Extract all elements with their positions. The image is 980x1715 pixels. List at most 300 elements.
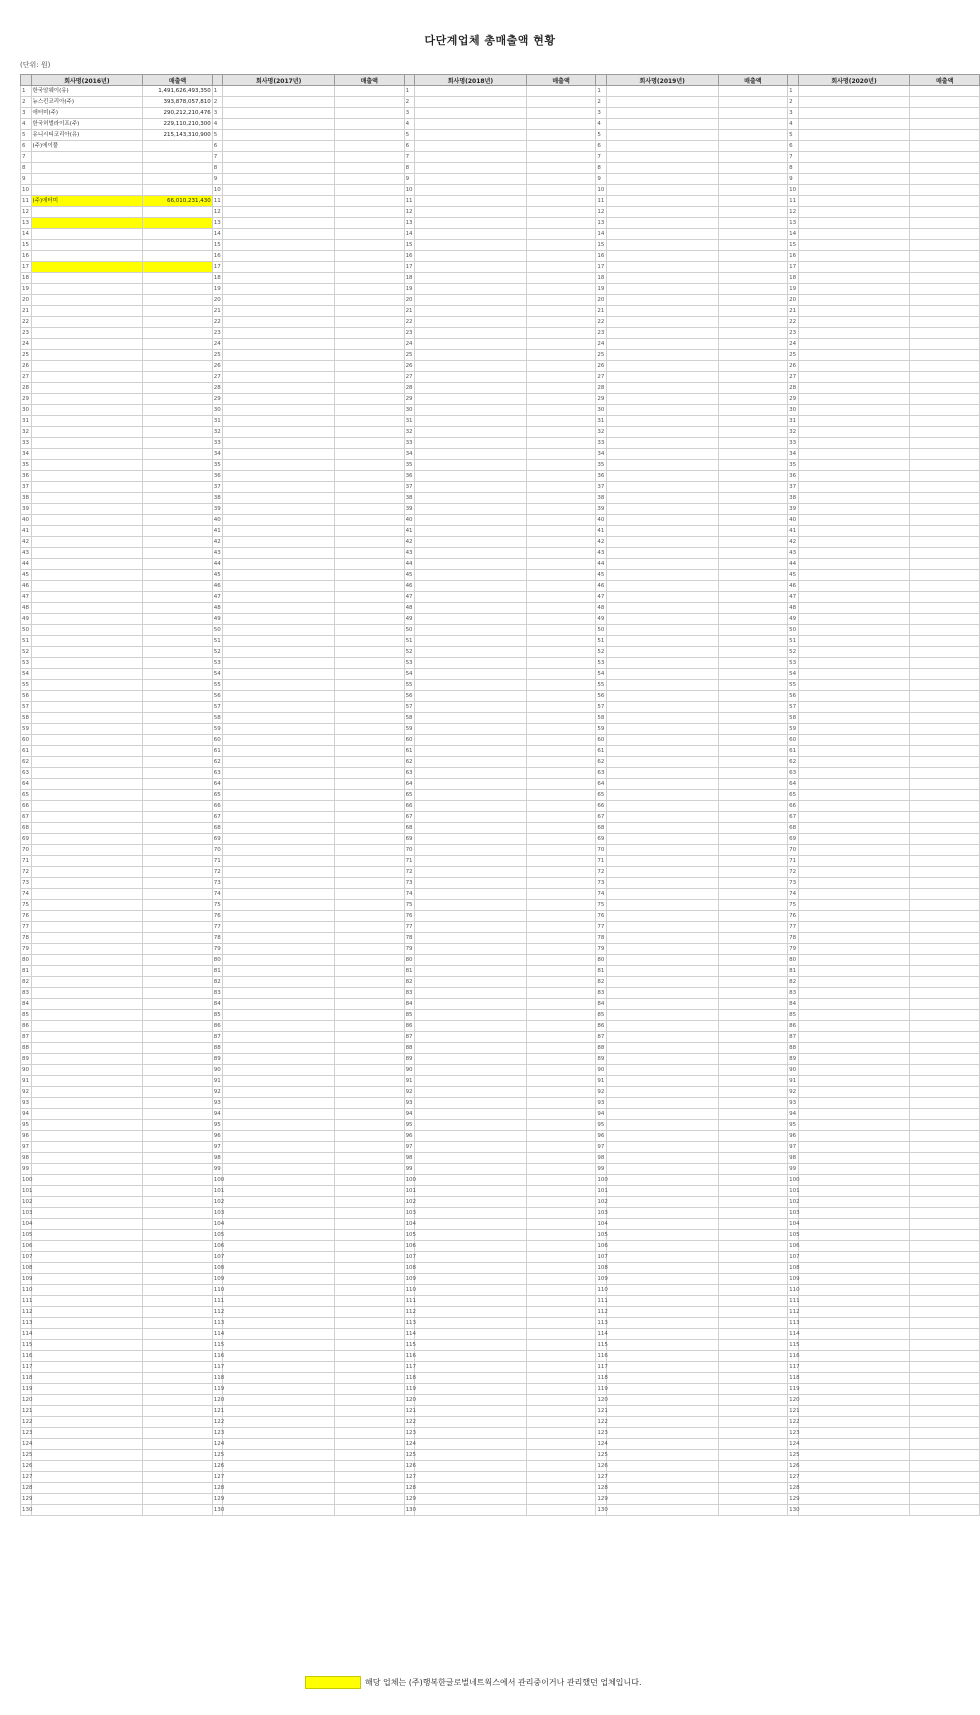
row-number: 56 xyxy=(21,691,32,702)
company-name-2017 xyxy=(223,1054,335,1065)
row-number: 8 xyxy=(404,163,415,174)
row-number: 86 xyxy=(404,1021,415,1032)
sales-amount-2017 xyxy=(335,636,405,647)
sales-amount-2016 xyxy=(143,889,213,900)
table-row xyxy=(21,1318,980,1329)
sales-amount-2019 xyxy=(718,1450,788,1461)
row-number: 99 xyxy=(404,1164,415,1175)
row-number: 58 xyxy=(788,713,799,724)
sales-amount-2017 xyxy=(335,1461,405,1472)
row-number: 117 xyxy=(21,1362,32,1373)
company-name-2018 xyxy=(415,1296,527,1307)
company-name-2016 xyxy=(31,240,143,251)
table-row xyxy=(21,427,980,438)
row-number: 111 xyxy=(21,1296,32,1307)
company-name-2020 xyxy=(798,647,910,658)
sales-amount-2018 xyxy=(526,471,596,482)
company-name-2017 xyxy=(223,1131,335,1142)
sales-amount-2016 xyxy=(143,999,213,1010)
row-number: 62 xyxy=(404,757,415,768)
sales-amount-2018 xyxy=(526,757,596,768)
company-name-2019 xyxy=(606,328,718,339)
company-name-2019 xyxy=(606,1450,718,1461)
sales-amount-2020 xyxy=(910,317,980,328)
company-name-2018 xyxy=(415,262,527,273)
company-name-2016 xyxy=(31,768,143,779)
sales-amount-2019 xyxy=(718,372,788,383)
sales-amount-2019 xyxy=(718,218,788,229)
sales-amount-2017 xyxy=(335,1340,405,1351)
row-number: 77 xyxy=(596,922,607,933)
company-name-2019 xyxy=(606,702,718,713)
row-number: 14 xyxy=(788,229,799,240)
row-number: 51 xyxy=(404,636,415,647)
row-number: 50 xyxy=(596,625,607,636)
sales-amount-2018 xyxy=(526,1483,596,1494)
company-name-2019 xyxy=(606,1109,718,1120)
company-name-2020 xyxy=(798,504,910,515)
company-name-2019 xyxy=(606,383,718,394)
row-number: 6 xyxy=(21,141,32,152)
sales-amount-2017 xyxy=(335,724,405,735)
page-title: 다단계업체 총매출액 현황 xyxy=(424,34,556,47)
sales-amount-2020 xyxy=(910,592,980,603)
row-number: 106 xyxy=(212,1241,223,1252)
table-row xyxy=(21,1340,980,1351)
sales-amount-2016 xyxy=(143,966,213,977)
sales-amount-2019 xyxy=(718,1010,788,1021)
table-row xyxy=(21,1208,980,1219)
row-number: 76 xyxy=(788,911,799,922)
sales-amount-2020 xyxy=(910,724,980,735)
sales-amount-2019 xyxy=(718,328,788,339)
sales-amount-2018 xyxy=(526,1329,596,1340)
sales-amount-2019 xyxy=(718,999,788,1010)
sales-amount-2020 xyxy=(910,1120,980,1131)
sales-amount-2020 xyxy=(910,1175,980,1186)
sales-amount-2019 xyxy=(718,416,788,427)
sales-amount-2016 xyxy=(143,1274,213,1285)
sales-amount-2019 xyxy=(718,383,788,394)
sales-amount-2016 xyxy=(143,713,213,724)
sales-amount-2019 xyxy=(718,394,788,405)
company-name-2016 xyxy=(31,273,143,284)
sales-amount-2018 xyxy=(526,1428,596,1439)
sales-amount-2017 xyxy=(335,702,405,713)
row-number: 23 xyxy=(21,328,32,339)
row-number: 118 xyxy=(404,1373,415,1384)
company-name-2018 xyxy=(415,1384,527,1395)
sales-amount-2016 xyxy=(143,680,213,691)
row-number: 66 xyxy=(788,801,799,812)
sales-amount-2020 xyxy=(910,1483,980,1494)
company-name-2019 xyxy=(606,152,718,163)
company-name-2017 xyxy=(223,119,335,130)
company-name-2019 xyxy=(606,1340,718,1351)
row-number: 112 xyxy=(404,1307,415,1318)
row-number: 129 xyxy=(788,1494,799,1505)
row-number: 116 xyxy=(404,1351,415,1362)
sales-amount-2019 xyxy=(718,240,788,251)
table-row xyxy=(21,152,980,163)
company-name-2016 xyxy=(31,691,143,702)
sales-amount-2019 xyxy=(718,1274,788,1285)
company-name-2020 xyxy=(798,735,910,746)
sales-amount-2017 xyxy=(335,1384,405,1395)
table-row xyxy=(21,1175,980,1186)
sales-amount-2017 xyxy=(335,1142,405,1153)
sales-amount-2019 xyxy=(718,1263,788,1274)
row-number: 29 xyxy=(596,394,607,405)
table-row xyxy=(21,262,980,273)
sales-amount-2017 xyxy=(335,405,405,416)
row-number: 98 xyxy=(404,1153,415,1164)
row-number: 110 xyxy=(788,1285,799,1296)
sales-amount-2017 xyxy=(335,1505,405,1516)
table-row xyxy=(21,1483,980,1494)
row-number: 115 xyxy=(596,1340,607,1351)
row-number: 13 xyxy=(212,218,223,229)
row-number: 117 xyxy=(596,1362,607,1373)
sales-amount-2018 xyxy=(526,1505,596,1516)
company-name-2016 xyxy=(31,812,143,823)
row-number: 22 xyxy=(596,317,607,328)
sales-amount-2020 xyxy=(910,669,980,680)
sales-amount-2016 xyxy=(143,1131,213,1142)
sales-amount-2018 xyxy=(526,966,596,977)
row-number: 74 xyxy=(596,889,607,900)
sales-amount-2018 xyxy=(526,1241,596,1252)
sales-amount-2019 xyxy=(718,262,788,273)
row-number: 73 xyxy=(404,878,415,889)
row-number: 119 xyxy=(404,1384,415,1395)
sales-amount-2016 xyxy=(143,438,213,449)
sales-amount-2018 xyxy=(526,449,596,460)
sales-amount-2018 xyxy=(526,295,596,306)
row-number: 127 xyxy=(404,1472,415,1483)
sales-amount-2017 xyxy=(335,196,405,207)
company-name-2016 xyxy=(31,185,143,196)
company-name-2020 xyxy=(798,273,910,284)
sales-amount-2020 xyxy=(910,1076,980,1087)
company-name-2019 xyxy=(606,262,718,273)
company-name-2018 xyxy=(415,1219,527,1230)
sales-amount-2020 xyxy=(910,1219,980,1230)
company-name-2018 xyxy=(415,1340,527,1351)
row-number: 71 xyxy=(596,856,607,867)
sales-amount-2016 xyxy=(143,416,213,427)
company-name-2016 xyxy=(31,702,143,713)
company-name-2016 xyxy=(31,581,143,592)
row-number: 26 xyxy=(404,361,415,372)
table-row xyxy=(21,130,980,141)
sales-amount-2017 xyxy=(335,548,405,559)
row-number: 71 xyxy=(21,856,32,867)
sales-amount-2019 xyxy=(718,1461,788,1472)
row-number: 6 xyxy=(212,141,223,152)
company-name-2017 xyxy=(223,1406,335,1417)
company-name-2016 xyxy=(31,1483,143,1494)
legend-swatch xyxy=(305,1676,361,1689)
sales-amount-2016 xyxy=(143,559,213,570)
company-name-2020 xyxy=(798,1175,910,1186)
sales-amount-2016 xyxy=(143,867,213,878)
row-number: 34 xyxy=(788,449,799,460)
table-row xyxy=(21,405,980,416)
row-number: 112 xyxy=(788,1307,799,1318)
company-name-2018 xyxy=(415,218,527,229)
company-name-2017 xyxy=(223,130,335,141)
sales-amount-2020 xyxy=(910,977,980,988)
company-name-2019 xyxy=(606,449,718,460)
row-number: 117 xyxy=(212,1362,223,1373)
row-number: 100 xyxy=(21,1175,32,1186)
sales-amount-2019 xyxy=(718,207,788,218)
sales-amount-2019 xyxy=(718,592,788,603)
sales-amount-2018 xyxy=(526,493,596,504)
sales-amount-2016 xyxy=(143,746,213,757)
row-number: 25 xyxy=(212,350,223,361)
sales-amount-2017 xyxy=(335,1208,405,1219)
row-number: 97 xyxy=(788,1142,799,1153)
sales-amount-2016 xyxy=(143,581,213,592)
row-number: 8 xyxy=(788,163,799,174)
sales-amount-2019 xyxy=(718,1241,788,1252)
table-row xyxy=(21,1384,980,1395)
row-number: 91 xyxy=(788,1076,799,1087)
company-name-2017 xyxy=(223,108,335,119)
company-name-2018 xyxy=(415,1373,527,1384)
sales-amount-2020 xyxy=(910,1109,980,1120)
row-number: 102 xyxy=(788,1197,799,1208)
sales-amount-2017 xyxy=(335,1274,405,1285)
row-number: 54 xyxy=(404,669,415,680)
row-number: 10 xyxy=(788,185,799,196)
table-row xyxy=(21,977,980,988)
sales-amount-2016 xyxy=(143,1285,213,1296)
sales-amount-2017 xyxy=(335,1362,405,1373)
company-name-2019 xyxy=(606,1417,718,1428)
row-number: 127 xyxy=(788,1472,799,1483)
table-row xyxy=(21,1087,980,1098)
company-name-2020 xyxy=(798,845,910,856)
sales-amount-2017 xyxy=(335,1043,405,1054)
company-name-2020 xyxy=(798,1208,910,1219)
row-number: 119 xyxy=(21,1384,32,1395)
sales-amount-2016 xyxy=(143,988,213,999)
company-name-2016 xyxy=(31,229,143,240)
row-number: 103 xyxy=(788,1208,799,1219)
row-number: 74 xyxy=(404,889,415,900)
table-row xyxy=(21,647,980,658)
company-name-2016 xyxy=(31,482,143,493)
sales-amount-2019 xyxy=(718,724,788,735)
row-number: 18 xyxy=(21,273,32,284)
sales-amount-2020 xyxy=(910,603,980,614)
row-number: 113 xyxy=(788,1318,799,1329)
company-name-2017 xyxy=(223,163,335,174)
sales-amount-2018 xyxy=(526,1087,596,1098)
sales-amount-2016 xyxy=(143,570,213,581)
sales-amount-2016 xyxy=(143,977,213,988)
sales-amount-2016 xyxy=(143,1439,213,1450)
row-number: 86 xyxy=(21,1021,32,1032)
table-row xyxy=(21,372,980,383)
row-number: 81 xyxy=(404,966,415,977)
sales-amount-2019 xyxy=(718,185,788,196)
row-number: 113 xyxy=(596,1318,607,1329)
sales-amount-2019 xyxy=(718,977,788,988)
row-number: 50 xyxy=(21,625,32,636)
sales-amount-2018 xyxy=(526,1186,596,1197)
row-number: 94 xyxy=(212,1109,223,1120)
sales-amount-2017 xyxy=(335,1296,405,1307)
company-name-2018 xyxy=(415,317,527,328)
row-number: 106 xyxy=(21,1241,32,1252)
sales-amount-2018 xyxy=(526,713,596,724)
company-name-2020 xyxy=(798,658,910,669)
company-name-2020 xyxy=(798,955,910,966)
row-number: 80 xyxy=(596,955,607,966)
table-row xyxy=(21,1010,980,1021)
row-number: 105 xyxy=(788,1230,799,1241)
row-number: 6 xyxy=(788,141,799,152)
row-number: 104 xyxy=(404,1219,415,1230)
sales-amount-2020 xyxy=(910,1351,980,1362)
sales-amount-2020 xyxy=(910,801,980,812)
company-name-2020 xyxy=(798,295,910,306)
sales-amount-2020 xyxy=(910,779,980,790)
company-name-2017 xyxy=(223,746,335,757)
company-name-2017 xyxy=(223,944,335,955)
sales-amount-2018 xyxy=(526,207,596,218)
sales-amount-2018 xyxy=(526,955,596,966)
company-name-2018 xyxy=(415,1241,527,1252)
row-number: 41 xyxy=(404,526,415,537)
row-number: 19 xyxy=(21,284,32,295)
sales-amount-2020 xyxy=(910,152,980,163)
company-name-2017 xyxy=(223,592,335,603)
sales-amount-2019 xyxy=(718,966,788,977)
row-number: 27 xyxy=(212,372,223,383)
company-name-2017 xyxy=(223,1186,335,1197)
row-number: 35 xyxy=(788,460,799,471)
table-row xyxy=(21,658,980,669)
row-number: 115 xyxy=(212,1340,223,1351)
row-number: 43 xyxy=(404,548,415,559)
row-number: 1 xyxy=(788,86,799,97)
sales-amount-2017 xyxy=(335,372,405,383)
company-name-2016 xyxy=(31,1175,143,1186)
header-no xyxy=(212,75,223,86)
table-row xyxy=(21,548,980,559)
sales-amount-2016 xyxy=(143,229,213,240)
company-name-2016 xyxy=(31,394,143,405)
sales-amount-2016 xyxy=(143,845,213,856)
sales-amount-2019 xyxy=(718,1043,788,1054)
company-name-2018 xyxy=(415,394,527,405)
row-number: 123 xyxy=(596,1428,607,1439)
row-number: 57 xyxy=(404,702,415,713)
table-row xyxy=(21,933,980,944)
sales-amount-2017 xyxy=(335,889,405,900)
sales-amount-2019 xyxy=(718,570,788,581)
row-number: 52 xyxy=(596,647,607,658)
table-row xyxy=(21,339,980,350)
sales-amount-2017 xyxy=(335,801,405,812)
row-number: 68 xyxy=(212,823,223,834)
sales-amount-2020 xyxy=(910,1010,980,1021)
row-number: 43 xyxy=(788,548,799,559)
row-number: 39 xyxy=(212,504,223,515)
company-name-2017 xyxy=(223,427,335,438)
row-number: 101 xyxy=(596,1186,607,1197)
company-name-2018 xyxy=(415,1153,527,1164)
sales-amount-2016 xyxy=(143,1032,213,1043)
sales-amount-2016 xyxy=(143,405,213,416)
company-name-2018 xyxy=(415,1450,527,1461)
row-number: 68 xyxy=(596,823,607,834)
row-number: 24 xyxy=(596,339,607,350)
row-number: 118 xyxy=(212,1373,223,1384)
row-number: 95 xyxy=(404,1120,415,1131)
company-name-2019 xyxy=(606,1439,718,1450)
company-name-2018 xyxy=(415,339,527,350)
company-name-2017 xyxy=(223,1175,335,1186)
company-name-2020 xyxy=(798,636,910,647)
company-name-2020 xyxy=(798,581,910,592)
sales-table xyxy=(20,74,980,1516)
company-name-2018 xyxy=(415,1021,527,1032)
company-name-2016 xyxy=(31,746,143,757)
row-number: 91 xyxy=(212,1076,223,1087)
table-row xyxy=(21,460,980,471)
sales-amount-2020 xyxy=(910,97,980,108)
table-row xyxy=(21,922,980,933)
sales-amount-2017 xyxy=(335,1494,405,1505)
sales-amount-2016 xyxy=(143,504,213,515)
company-name-2020 xyxy=(798,1197,910,1208)
sales-amount-2019 xyxy=(718,97,788,108)
row-number: 20 xyxy=(21,295,32,306)
sales-amount-2020 xyxy=(910,130,980,141)
header-no xyxy=(404,75,415,86)
row-number: 81 xyxy=(21,966,32,977)
sales-amount-2018 xyxy=(526,1439,596,1450)
sales-amount-2019 xyxy=(718,537,788,548)
row-number: 108 xyxy=(596,1263,607,1274)
row-number: 25 xyxy=(21,350,32,361)
row-number: 12 xyxy=(404,207,415,218)
sales-amount-2020 xyxy=(910,1274,980,1285)
company-name-2020 xyxy=(798,977,910,988)
row-number: 94 xyxy=(596,1109,607,1120)
row-number: 73 xyxy=(21,878,32,889)
sales-amount-2019 xyxy=(718,229,788,240)
company-name-2017 xyxy=(223,856,335,867)
company-name-2019 xyxy=(606,713,718,724)
sales-amount-2018 xyxy=(526,240,596,251)
company-name-2019 xyxy=(606,1186,718,1197)
company-name-2017 xyxy=(223,1109,335,1120)
row-number: 30 xyxy=(596,405,607,416)
company-name-2017 xyxy=(223,1351,335,1362)
sales-amount-2020 xyxy=(910,570,980,581)
row-number: 72 xyxy=(788,867,799,878)
row-number: 23 xyxy=(212,328,223,339)
row-number: 81 xyxy=(596,966,607,977)
company-name-2017 xyxy=(223,691,335,702)
